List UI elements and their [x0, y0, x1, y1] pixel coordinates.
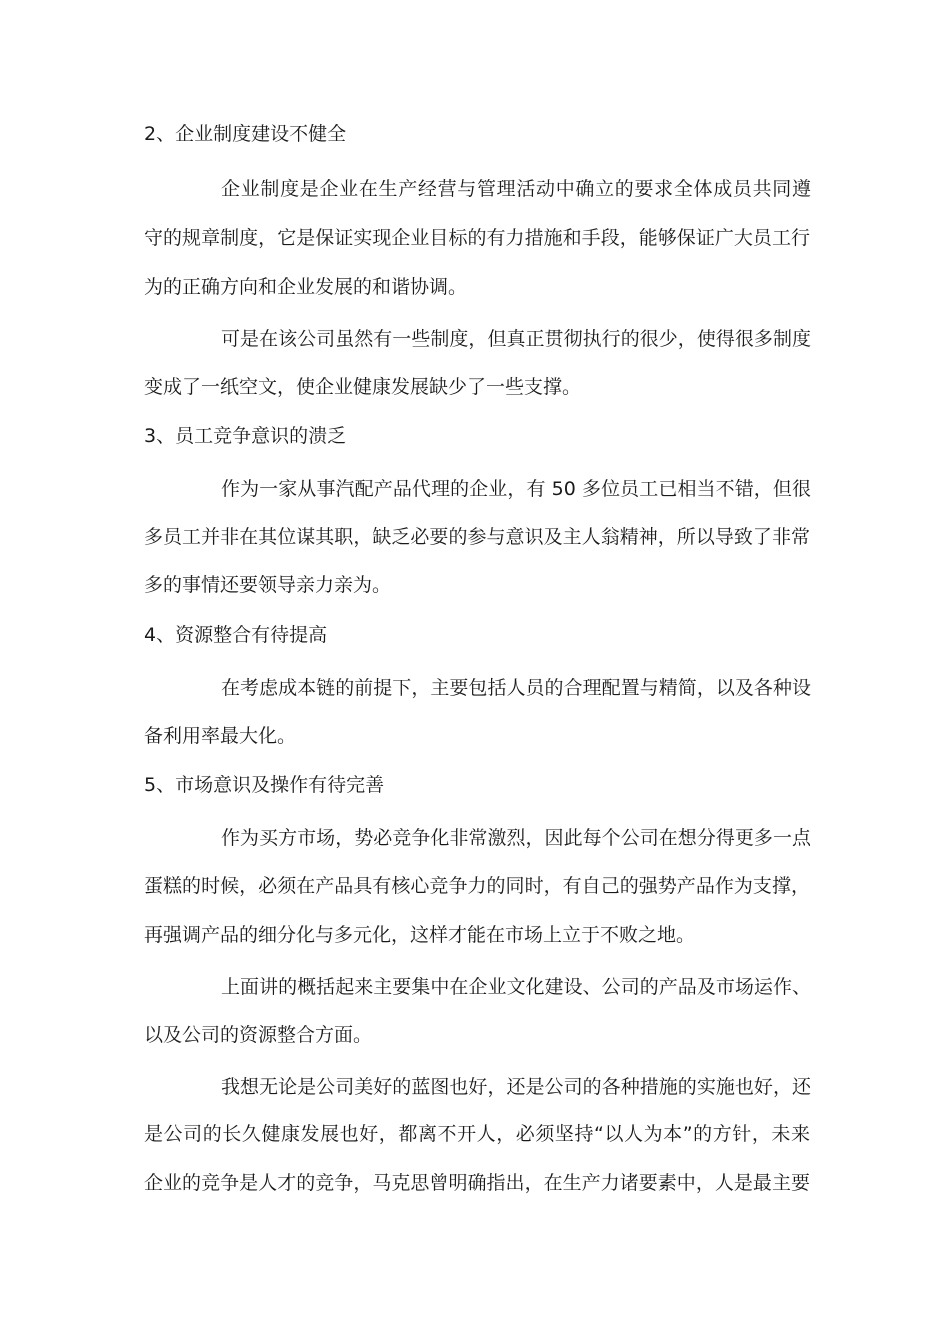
paragraph-line: 多员工并非在其位谋其职，缺乏必要的参与意识及主人翁精神，所以导致了非常: [144, 526, 810, 548]
paragraph-line: 企业的竞争是人才的竞争，马克思曾明确指出，在生产力诸要素中，人是最主要: [144, 1172, 810, 1194]
paragraph-line: 守的规章制度，它是保证实现企业目标的有力措施和手段，能够保证广大员工行: [144, 227, 810, 249]
paragraph-line: 为的正确方向和企业发展的和谐协调。: [144, 276, 468, 298]
paragraph-line: 上面讲的概括起来主要集中在企业文化建设、公司的产品及市场运作、: [221, 976, 811, 998]
paragraph-line: 作为一家从事汽配产品代理的企业，有 50 多位员工已相当不错，但很: [221, 478, 811, 500]
heading-5: 5、市场意识及操作有待完善: [144, 774, 385, 796]
paragraph-line: 作为买方市场，势必竞争化非常激烈，因此每个公司在想分得更多一点: [221, 827, 811, 849]
paragraph-line: 备利用率最大化。: [144, 725, 297, 747]
heading-3: 3、员工竞争意识的溃乏: [144, 425, 347, 447]
paragraph-line: 企业制度是企业在生产经营与管理活动中确立的要求全体成员共同遵: [221, 178, 811, 200]
paragraph-line: 多的事情还要领导亲力亲为。: [144, 574, 392, 596]
paragraph-line: 可是在该公司虽然有一些制度，但真正贯彻执行的很少，使得很多制度: [221, 328, 811, 350]
heading-2: 2、企业制度建设不健全: [144, 123, 347, 145]
paragraph-line: 蛋糕的时候，必须在产品具有核心竞争力的同时，有自己的强势产品作为支撑，: [144, 875, 810, 897]
paragraph-line: 在考虑成本链的前提下，主要包括人员的合理配置与精简，以及各种设: [221, 677, 811, 699]
heading-4: 4、资源整合有待提高: [144, 624, 328, 646]
paragraph-line: 再强调产品的细分化与多元化，这样才能在市场上立于不败之地。: [144, 924, 696, 946]
paragraph-line: 以及公司的资源整合方面。: [144, 1024, 373, 1046]
paragraph-line: 是公司的长久健康发展也好，都离不开人，必须坚持“以人为本”的方针，未来: [144, 1123, 810, 1145]
paragraph-line: 变成了一纸空文，使企业健康发展缺少了一些支撑。: [144, 376, 582, 398]
paragraph-line: 我想无论是公司美好的蓝图也好，还是公司的各种措施的实施也好，还: [221, 1076, 811, 1098]
